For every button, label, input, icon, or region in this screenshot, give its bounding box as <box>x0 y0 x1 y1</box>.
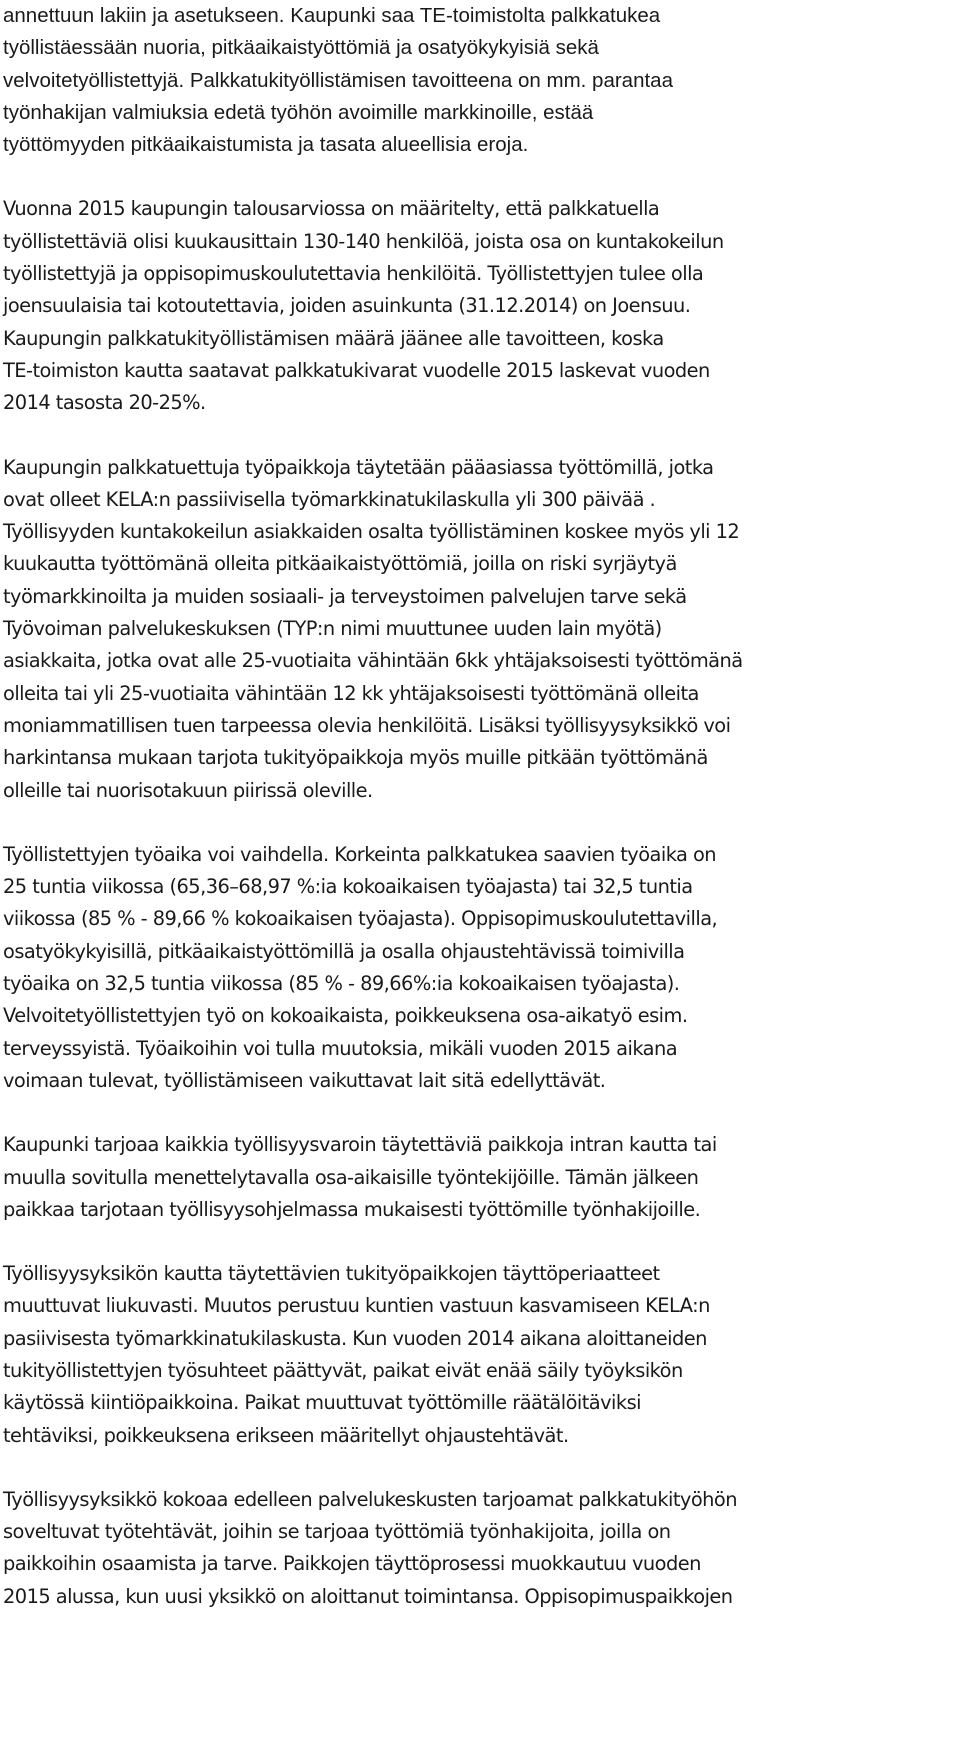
paragraph-gap <box>3 420 958 452</box>
text-line: Kaupungin palkkatukityöllistämisen määrä jäänee alle tavoitteen, koska <box>3 326 664 350</box>
text-line: Työllistettyjen työaika voi vaihdella. Korkeinta palkkatukea saavien työaika on <box>3 842 717 866</box>
text-line: 2015 alussa, kun uusi yksikkö on aloittanut toimintansa. Oppisopimuspaikkojen <box>3 1584 733 1608</box>
text-line: annettuun lakiin ja asetukseen. Kaupunki saa TE-toimistolta palkkatukea <box>3 4 661 27</box>
text-line: TE-toimiston kautta saatavat palkkatukivarat vuodelle 2015 laskevat vuoden <box>3 358 710 382</box>
text-line: 25 tuntia viikossa (65,36–68,97 %:ia kokoaikaisen työajasta) tai 32,5 tuntia <box>3 875 693 899</box>
text-line: työaika on 32,5 tuntia viikossa (85 % - 89,66%:ia kokoaikaisen työajasta). <box>3 972 680 996</box>
text-line: asiakkaita, jotka ovat alle 25-vuotiaita vähintään 6kk yhtäjaksoisesti työttömänä <box>3 649 743 673</box>
paragraph-working-hours <box>3 839 958 1097</box>
text-line: olleita tai yli 25-vuotiaita vähintään 12 kk yhtäjaksoisesti työttömänä olleita <box>3 681 699 705</box>
paragraph-intranet-offers <box>3 1129 958 1226</box>
paragraph-gap <box>3 1226 958 1258</box>
text-line: Työvoiman palvelukeskuksen (TYP:n nimi muuttunee uuden lain myötä) <box>3 617 662 641</box>
text-line: harkintansa mukaan tarjota tukityöpaikkoja myös muille pitkään työttömänä <box>3 746 708 770</box>
text-line: velvoitetyöllistettyjä. Palkkatukityöllistämisen tavoitteena on mm. parantaa <box>3 68 673 92</box>
text-line: terveyssyistä. Työaikoihin voi tulla muutoksia, mikäli vuoden 2015 aikana <box>3 1036 678 1060</box>
text-line: Työllisyysyksikön kautta täytettävien tukityöpaikkojen täyttöperiaatteet <box>3 1262 660 1286</box>
text-line: moniammatillisen tuen tarpeessa olevia henkilöitä. Lisäksi työllisyysyksikkö voi <box>3 713 731 737</box>
text-line: soveltuvat työtehtävät, joihin se tarjoaa työttömiä työnhakijoita, joilla on <box>3 1520 671 1544</box>
text-line: Työllisyyden kuntakokeilun asiakkaiden osalta työllistäminen koskee myös yli 12 <box>3 520 740 544</box>
paragraph-filling-principles <box>3 1258 958 1452</box>
text-line: Työllisyysyksikkö kokoaa edelleen palvelukeskusten tarjoamat palkkatukityöhön <box>3 1487 737 1511</box>
text-line: voimaan tulevat, työllistämiseen vaikuttavat lait sitä edellyttävät. <box>3 1068 606 1092</box>
text-line: työllistäessään nuoria, pitkäaikaistyöttömiä ja osatyökykyisiä sekä <box>3 36 599 60</box>
text-line: joensuulaisia tai kotoutettavia, joiden asuinkunta (31.12.2014) on Joensuu. <box>3 294 691 318</box>
text-line: työttömyyden pitkäaikaistumista ja tasata alueellisia eroja. <box>3 133 529 157</box>
paragraph-budget-2015 <box>3 193 958 419</box>
text-line: tehtäviksi, poikkeuksena erikseen määritellyt ohjaustehtävät. <box>3 1423 569 1447</box>
text-line: työllistettyjä ja oppisopimuskoulutettavia henkilöitä. Työllistettyjen tulee olla <box>3 262 704 286</box>
text-line: osatyökykyisillä, pitkäaikaistyöttömillä ja osalla ohjaustehtävissä toimivilla <box>3 939 685 963</box>
paragraph-gap <box>3 807 958 839</box>
text-line: muuttuvat liukuvasti. Muutos perustuu kuntien vastuun kasvamiseen KELA:n <box>3 1294 710 1318</box>
text-line: Velvoitetyöllistettyjen työ on kokoaikaista, poikkeuksena osa-aikatyö esim. <box>3 1004 688 1028</box>
text-line: Kaupunki tarjoaa kaikkia työllisyysvaroin täytettäviä paikkoja intran kautta tai <box>3 1133 717 1157</box>
text-line: ovat olleet KELA:n passiivisella työmarkkinatukilaskulla yli 300 päivää . <box>3 487 656 511</box>
text-line: viikossa (85 % - 89,66 % kokoaikaisen työajasta). Oppisopimuskoulutettavilla, <box>3 907 718 931</box>
text-line: työllistettäviä olisi kuukausittain 130-140 henkilöä, joista osa on kuntakokeilun <box>3 229 724 253</box>
paragraph-gap <box>3 1097 958 1129</box>
paragraph-gap <box>3 1452 958 1484</box>
paragraph-intro <box>3 0 958 161</box>
text-line: paikkaa tarjotaan työllisyysohjelmassa mukaisesti työttömille työnhakijoille. <box>3 1197 701 1221</box>
paragraph-subsidized-jobs <box>3 452 958 807</box>
text-line: kuukautta työttömänä olleita pitkäaikaistyöttömiä, joilla on riski syrjäytyä <box>3 552 677 576</box>
text-line: työnhakijan valmiuksia edetä työhön avoimille markkinoille, estää <box>3 100 594 124</box>
text-line: työmarkkinoilta ja muiden sosiaali- ja terveystoimen palvelujen tarve sekä <box>3 584 687 608</box>
text-line: Vuonna 2015 kaupungin talousarviossa on määritelty, että palkkatuella <box>3 197 660 221</box>
text-line: 2014 tasosta 20-25%. <box>3 391 206 415</box>
text-line: pasiivisesta työmarkkinatukilaskusta. Kun vuoden 2014 aikana aloittaneiden <box>3 1326 707 1350</box>
text-line: muulla sovitulla menettelytavalla osa-aikaisille työntekijöille. Tämän jälkeen <box>3 1165 699 1189</box>
paragraph-gap <box>3 161 958 193</box>
paragraph-employment-unit <box>3 1484 958 1613</box>
document-page <box>3 0 958 1613</box>
text-line: käytössä kiintiöpaikkoina. Paikat muuttuvat työttömille räätälöitäviksi <box>3 1391 641 1415</box>
text-line: tukityöllistettyjen työsuhteet päättyvät, paikat eivät enää säily työyksikön <box>3 1358 683 1382</box>
text-line: paikkoihin osaamista ja tarve. Paikkojen täyttöprosessi muokkautuu vuoden <box>3 1552 701 1576</box>
text-line: Kaupungin palkkatuettuja työpaikkoja täytetään pääasiassa työttömillä, jotka <box>3 455 714 479</box>
text-line: olleille tai nuorisotakuun piirissä oleville. <box>3 778 373 802</box>
